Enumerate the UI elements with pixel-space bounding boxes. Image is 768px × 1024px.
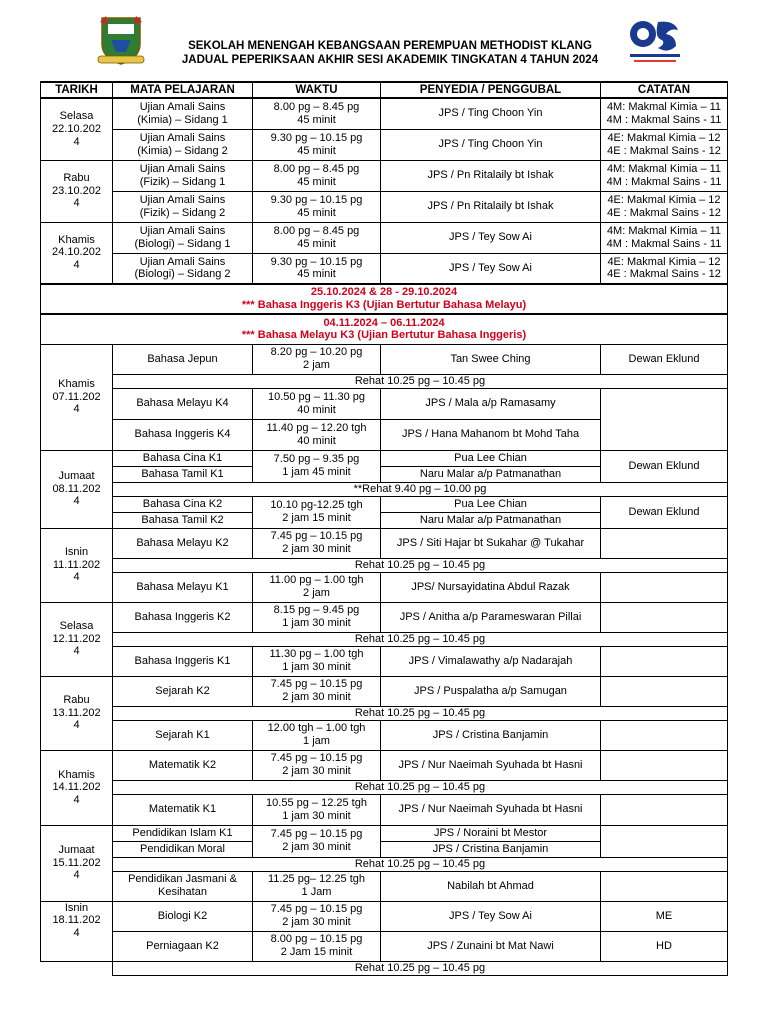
setter-cell: JPS / Nur Naeimah Syuhada bt Hasni <box>381 750 601 780</box>
notes-cell: 4E: Makmal Kimia – 12 4E : Makmal Sains - 12 <box>601 129 728 160</box>
break-cell: Rehat 10.25 pg – 10.45 pg <box>113 632 728 646</box>
subject-cell: Matematik K2 <box>113 750 253 780</box>
notes-cell: Dewan Eklund <box>601 344 728 374</box>
table-header-row <box>41 82 728 98</box>
notes-cell <box>601 602 728 632</box>
subject-cell: Bahasa Inggeris K4 <box>113 419 253 450</box>
subject-cell: Perniagaan K2 <box>113 931 253 961</box>
time-cell: 11.00 pg – 1.00 tgh 2 jam <box>253 572 381 602</box>
table-row <box>41 222 728 253</box>
subject-cell: Biologi K2 <box>113 901 253 931</box>
setter-cell: JPS / Vimalawathy a/p Nadarajah <box>381 646 601 676</box>
notes-cell <box>601 646 728 676</box>
notes-cell <box>601 871 728 901</box>
break-row <box>41 374 728 388</box>
setter-cell: JPS / Puspalatha a/p Samugan <box>381 676 601 706</box>
subject-cell: Ujian Amali Sains (Kimia) – Sidang 2 <box>113 129 253 160</box>
notes-cell: 4E: Makmal Kimia – 12 4E : Makmal Sains - 12 <box>601 253 728 284</box>
setter-cell: JPS / Siti Hajar bt Sukahar @ Tukahar <box>381 528 601 558</box>
setter-cell: JPS / Anitha a/p Parameswaran Pillai <box>381 602 601 632</box>
notes-cell <box>601 750 728 780</box>
date-cell: Khamis 07.11.202 4 <box>41 344 113 450</box>
subject-cell: Bahasa Jepun <box>113 344 253 374</box>
subject-cell: Pendidikan Jasmani & Kesihatan <box>113 871 253 901</box>
notes-cell <box>601 720 728 750</box>
notes-cell: ME <box>601 901 728 931</box>
table-row <box>41 646 728 676</box>
table-row <box>41 528 728 558</box>
date-cell: Jumaat 08.11.202 4 <box>41 450 113 528</box>
table-row <box>41 129 728 160</box>
break-cell: Rehat 10.25 pg – 10.45 pg <box>113 857 728 871</box>
subject-cell: Ujian Amali Sains (Biologi) – Sidang 1 <box>113 222 253 253</box>
setter-cell: JPS / Noraini bt Mestor <box>381 825 601 841</box>
notes-cell: 4M: Makmal Kimia – 11 4M : Makmal Sains - 11 <box>601 222 728 253</box>
table-row <box>41 901 728 931</box>
setter-cell: JPS / Zunaini bt Mat Nawi <box>381 931 601 961</box>
date-cell: Khamis 14.11.202 4 <box>41 750 113 825</box>
break-row <box>41 706 728 720</box>
subject-cell: Ujian Amali Sains (Fizik) – Sidang 2 <box>113 191 253 222</box>
date-cell: Isnin 11.11.202 4 <box>41 528 113 602</box>
table-row <box>41 160 728 191</box>
time-cell: 8.00 pg – 8.45 pg 45 minit <box>253 160 381 191</box>
time-cell: 7.50 pg – 9.35 pg 1 jam 45 minit <box>253 450 381 482</box>
time-cell: 7.45 pg – 10.15 pg 2 jam 30 minit <box>253 528 381 558</box>
break-row <box>41 632 728 646</box>
break-row <box>41 857 728 871</box>
time-cell: 10.50 pg – 11.30 pg 40 minit <box>253 388 381 419</box>
break-row <box>41 961 728 975</box>
col-penyedia: PENYEDIA / PENGGUBAL <box>381 82 601 98</box>
subject-cell: Matematik K1 <box>113 794 253 825</box>
school-name: SEKOLAH MENENGAH KEBANGSAAN PEREMPUAN METHODIST KLANG <box>188 40 592 52</box>
table-row <box>41 253 728 284</box>
time-cell: 11.25 pg– 12.25 tgh 1 Jam <box>253 871 381 901</box>
setter-cell: JPS / Ting Choon Yin <box>381 98 601 129</box>
time-cell: 9.30 pg – 10.15 pg 45 minit <box>253 129 381 160</box>
time-cell: 8.20 pg – 10.20 pg 2 jam <box>253 344 381 374</box>
break-cell: Rehat 10.25 pg – 10.45 pg <box>113 961 728 975</box>
setter-cell: Naru Malar a/p Patmanathan <box>381 466 601 482</box>
notes-cell: 4M: Makmal Kimia – 11 4M : Makmal Sains - 11 <box>601 160 728 191</box>
setter-cell: JPS / Mala a/p Ramasamy <box>381 388 601 419</box>
time-cell: 7.45 pg – 10.15 pg 2 jam 30 minit <box>253 825 381 857</box>
date-cell: Khamis 24.10.202 4 <box>41 222 113 284</box>
speaking-test-banner-2: 04.11.2024 – 06.11.2024 *** Bahasa Melayu K3 (Ujian Bertutur Bahasa Inggeris) <box>41 314 728 344</box>
table-row <box>41 602 728 632</box>
break-row <box>41 780 728 794</box>
subject-cell: Sejarah K1 <box>113 720 253 750</box>
subject-cell: Ujian Amali Sains (Biologi) – Sidang 2 <box>113 253 253 284</box>
time-cell: 9.30 pg – 10.15 pg 45 minit <box>253 253 381 284</box>
schedule-title: JADUAL PEPERIKSAAN AKHIR SESI AKADEMIK TINGKATAN 4 TAHUN 2024 <box>181 53 599 66</box>
break-row <box>41 482 728 496</box>
time-cell: 10.10 pg-12.25 tgh 2 jam 15 minit <box>253 496 381 528</box>
subject-cell: Bahasa Cina K1 <box>113 450 253 466</box>
subject-cell: Bahasa Melayu K4 <box>113 388 253 419</box>
setter-cell: JPS / Nur Naeimah Syuhada bt Hasni <box>381 794 601 825</box>
table-row <box>41 388 728 419</box>
setter-cell: JPS / Ting Choon Yin <box>381 129 601 160</box>
setter-cell: Naru Malar a/p Patmanathan <box>381 512 601 528</box>
time-cell: 8.00 pg – 10.15 pg 2 Jam 15 minit <box>253 931 381 961</box>
table-row <box>41 572 728 602</box>
col-mata-pelajaran: MATA PELAJARAN <box>113 82 253 98</box>
setter-cell: Nabilah bt Ahmad <box>381 871 601 901</box>
break-row <box>41 558 728 572</box>
table-row <box>41 344 728 374</box>
setter-cell: Pua Lee Chian <box>381 450 601 466</box>
subject-cell: Bahasa Inggeris K2 <box>113 602 253 632</box>
break-cell: Rehat 10.25 pg – 10.45 pg <box>113 780 728 794</box>
notes-cell <box>601 825 728 857</box>
break-cell: Rehat 10.25 pg – 10.45 pg <box>113 374 728 388</box>
subject-cell: Bahasa Inggeris K1 <box>113 646 253 676</box>
table-row <box>41 191 728 222</box>
subject-cell: Bahasa Melayu K1 <box>113 572 253 602</box>
col-waktu: WAKTU <box>253 82 381 98</box>
school-crest-logo <box>96 14 146 68</box>
date-cell: Rabu 23.10.202 4 <box>41 160 113 222</box>
date-cell: Selasa 12.11.202 4 <box>41 602 113 676</box>
table-row <box>41 676 728 706</box>
notes-cell: 4M: Makmal Kimia – 11 4M : Makmal Sains - 11 <box>601 98 728 129</box>
setter-cell: JPS / Cristina Banjamin <box>381 720 601 750</box>
time-cell: 11.30 pg – 1.00 tgh 1 jam 30 minit <box>253 646 381 676</box>
setter-cell: JPS / Tey Sow Ai <box>381 901 601 931</box>
setter-cell: JPS / Tey Sow Ai <box>381 253 601 284</box>
break-cell: Rehat 10.25 pg – 10.45 pg <box>113 706 728 720</box>
time-cell: 8.00 pg – 8.45 pg 45 minit <box>253 98 381 129</box>
setter-cell: JPS / Tey Sow Ai <box>381 222 601 253</box>
date-cell: Isnin 18.11.202 4 <box>41 901 113 961</box>
date-cell: Rabu 13.11.202 4 <box>41 676 113 750</box>
col-tarikh: TARIKH <box>41 82 113 98</box>
col-catatan: CATATAN <box>601 82 728 98</box>
subject-cell: Sejarah K2 <box>113 676 253 706</box>
setter-cell: Pua Lee Chian <box>381 496 601 512</box>
date-cell: Selasa 22.10.202 4 <box>41 98 113 160</box>
table-row <box>41 450 728 466</box>
subject-cell: Bahasa Tamil K1 <box>113 466 253 482</box>
notes-cell <box>601 388 728 450</box>
setter-cell: Tan Swee Ching <box>381 344 601 374</box>
setter-cell: JPS / Pn Ritalaily bt Ishak <box>381 191 601 222</box>
time-cell: 8.15 pg – 9.45 pg 1 jam 30 minit <box>253 602 381 632</box>
time-cell: 10.55 pg – 12.25 tgh 1 jam 30 minit <box>253 794 381 825</box>
time-cell: 7.45 pg – 10.15 pg 2 jam 30 minit <box>253 676 381 706</box>
notes-cell: Dewan Eklund <box>601 496 728 528</box>
break-cell: Rehat 10.25 pg – 10.45 pg <box>113 558 728 572</box>
subject-cell: Bahasa Cina K2 <box>113 496 253 512</box>
subject-cell: Ujian Amali Sains (Fizik) – Sidang 1 <box>113 160 253 191</box>
time-cell: 11.40 pg – 12.20 tgh 40 minit <box>253 419 381 450</box>
setter-cell: JPS / Hana Mahanom bt Mohd Taha <box>381 419 601 450</box>
exam-schedule-table <box>40 81 728 976</box>
speaking-test-banner-1: 25.10.2024 & 28 - 29.10.2024 *** Bahasa Inggeris K3 (Ujian Bertutur Bahasa Melayu) <box>41 284 728 314</box>
time-cell: 9.30 pg – 10.15 pg 45 minit <box>253 191 381 222</box>
banner-row <box>41 314 728 344</box>
table-row <box>41 871 728 901</box>
setter-cell: JPS / Pn Ritalaily bt Ishak <box>381 160 601 191</box>
notes-cell <box>601 794 728 825</box>
break-cell: **Rehat 9.40 pg – 10.00 pg <box>113 482 728 496</box>
setter-cell: JPS/ Nursayidatina Abdul Razak <box>381 572 601 602</box>
table-row <box>41 825 728 841</box>
time-cell: 7.45 pg – 10.15 pg 2 jam 30 minit <box>253 750 381 780</box>
setter-cell: JPS / Cristina Banjamin <box>381 841 601 857</box>
empty-cell <box>41 961 113 975</box>
notes-cell <box>601 572 728 602</box>
table-row <box>41 750 728 780</box>
table-row <box>41 931 728 961</box>
banner-row <box>41 284 728 314</box>
notes-cell: Dewan Eklund <box>601 450 728 482</box>
subject-cell: Ujian Amali Sains (Kimia) – Sidang 1 <box>113 98 253 129</box>
date-cell: Jumaat 15.11.202 4 <box>41 825 113 901</box>
subject-cell: Bahasa Melayu K2 <box>113 528 253 558</box>
page-header <box>140 40 640 67</box>
subject-cell: Bahasa Tamil K2 <box>113 512 253 528</box>
time-cell: 8.00 pg – 8.45 pg 45 minit <box>253 222 381 253</box>
notes-cell: HD <box>601 931 728 961</box>
table-row <box>41 496 728 512</box>
subject-cell: Pendidikan Moral <box>113 841 253 857</box>
time-cell: 12.00 tgh – 1.00 tgh 1 jam <box>253 720 381 750</box>
table-row <box>41 98 728 129</box>
time-cell: 7.45 pg – 10.15 pg 2 jam 30 minit <box>253 901 381 931</box>
notes-cell <box>601 528 728 558</box>
notes-cell <box>601 676 728 706</box>
table-row <box>41 794 728 825</box>
notes-cell: 4E: Makmal Kimia – 12 4E : Makmal Sains - 12 <box>601 191 728 222</box>
table-row <box>41 720 728 750</box>
subject-cell: Pendidikan Islam K1 <box>113 825 253 841</box>
